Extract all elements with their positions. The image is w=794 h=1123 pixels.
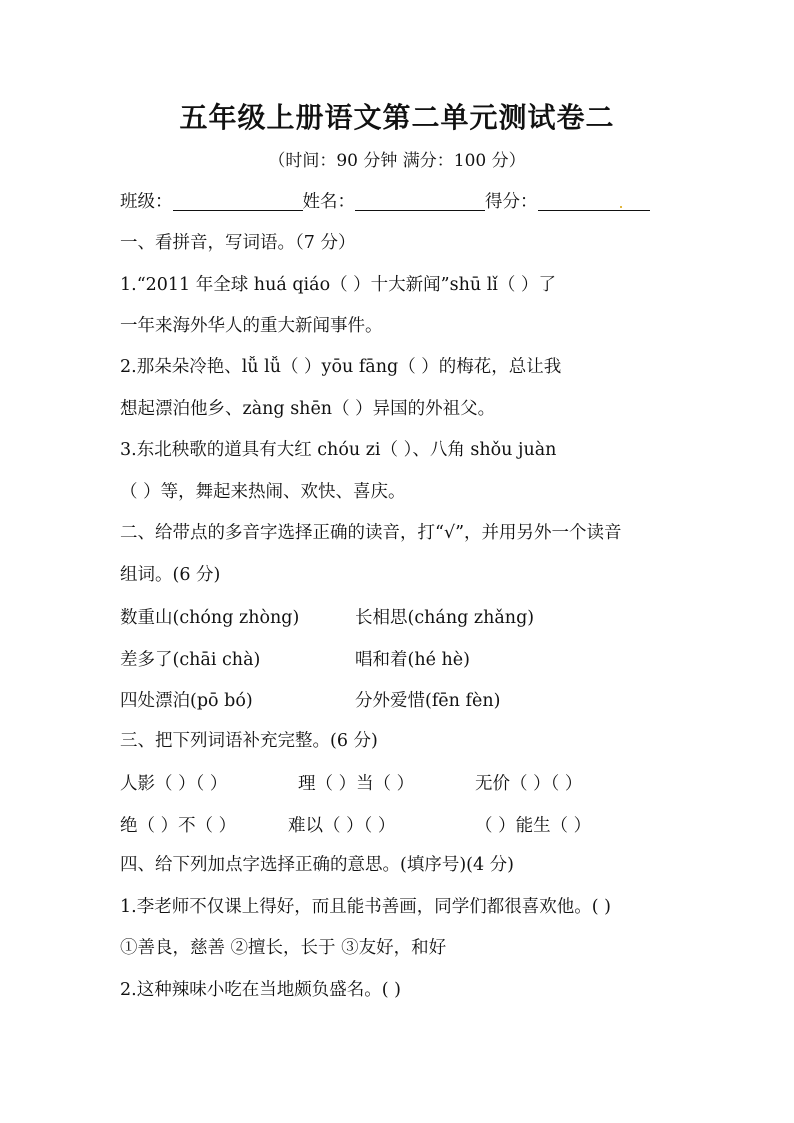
student-info-row (120, 190, 676, 214)
section-3-heading: 三、把下列词语补充完整。(6 分) (120, 731, 378, 751)
question-line: 想起漂泊他乡、zàng shēn（ ）异国的外祖父。 (120, 399, 496, 419)
section-2-heading: 二、给带点的多音字选择正确的读音，打“√”，并用另外一个读音 (120, 523, 622, 543)
name-label: 姓名： (302, 192, 355, 212)
question-line: 2.那朵朵冷艳、lǚ lǚ（ ）yōu fāng（ ）的梅花，总让我 (120, 357, 562, 377)
section-1-heading: 一、看拼音，写词语。（7 分） (120, 233, 356, 253)
polyphone-item: 差多了(chāi chà) (120, 650, 261, 670)
idiom-item: 人影（ ）（ ） (120, 774, 228, 794)
name-field[interactable] (355, 192, 485, 211)
section-4-heading: 四、给下列加点字选择正确的意思。(填序号)(4 分) (120, 855, 515, 875)
page-title: 五年级上册语文第二单元测试卷二 (179, 101, 615, 134)
score-field[interactable] (538, 192, 650, 211)
idiom-item: 难以（ ）（ ） (288, 816, 396, 836)
score-label: 得分： (485, 192, 538, 212)
question-line: 一年来海外华人的重大新闻事件。 (120, 316, 383, 336)
section-2-heading-cont: 组词。(6 分) (120, 565, 221, 585)
stray-mark (620, 206, 622, 208)
question-line: （ ）等，舞起来热闹、欢快、喜庆。 (120, 482, 406, 502)
polyphone-item: 四处漂泊(pō bó) (120, 691, 253, 711)
idiom-item: 绝（ ）不（ ） (120, 816, 237, 836)
question-line: 3.东北秧歌的道具有大红 chóu zi（ ）、八角 shǒu juàn (120, 440, 557, 460)
polyphone-item: 数重山(chóng zhòng) (120, 608, 300, 628)
polyphone-item: 唱和着(hé hè) (355, 650, 470, 670)
idiom-item: （ ）能生（ ） (475, 816, 592, 836)
class-field[interactable] (173, 192, 303, 211)
idiom-item: 理（ ）当（ ） (298, 774, 415, 794)
question-line: 2.这种辣味小吃在当地颇负盛名。( ) (120, 980, 401, 1000)
question-line: 1.李老师不仅课上得好，而且能书善画，同学们都很喜欢他。( ) (120, 897, 611, 917)
polyphone-item: 长相思(cháng zhǎng) (355, 608, 535, 628)
exam-subtitle: （时间：90 分钟 满分：100 分） (268, 151, 526, 171)
idiom-item: 无价（ ）（ ） (475, 774, 583, 794)
question-line: 1.“2011 年全球 huá qiáo（ ）十大新闻”shū lǐ（ ）了 (120, 275, 556, 295)
class-label: 班级： (120, 192, 173, 212)
polyphone-item: 分外爱惜(fēn fèn) (355, 691, 501, 711)
answer-options: ①善良，慈善 ②擅长，长于 ③友好，和好 (120, 938, 447, 958)
